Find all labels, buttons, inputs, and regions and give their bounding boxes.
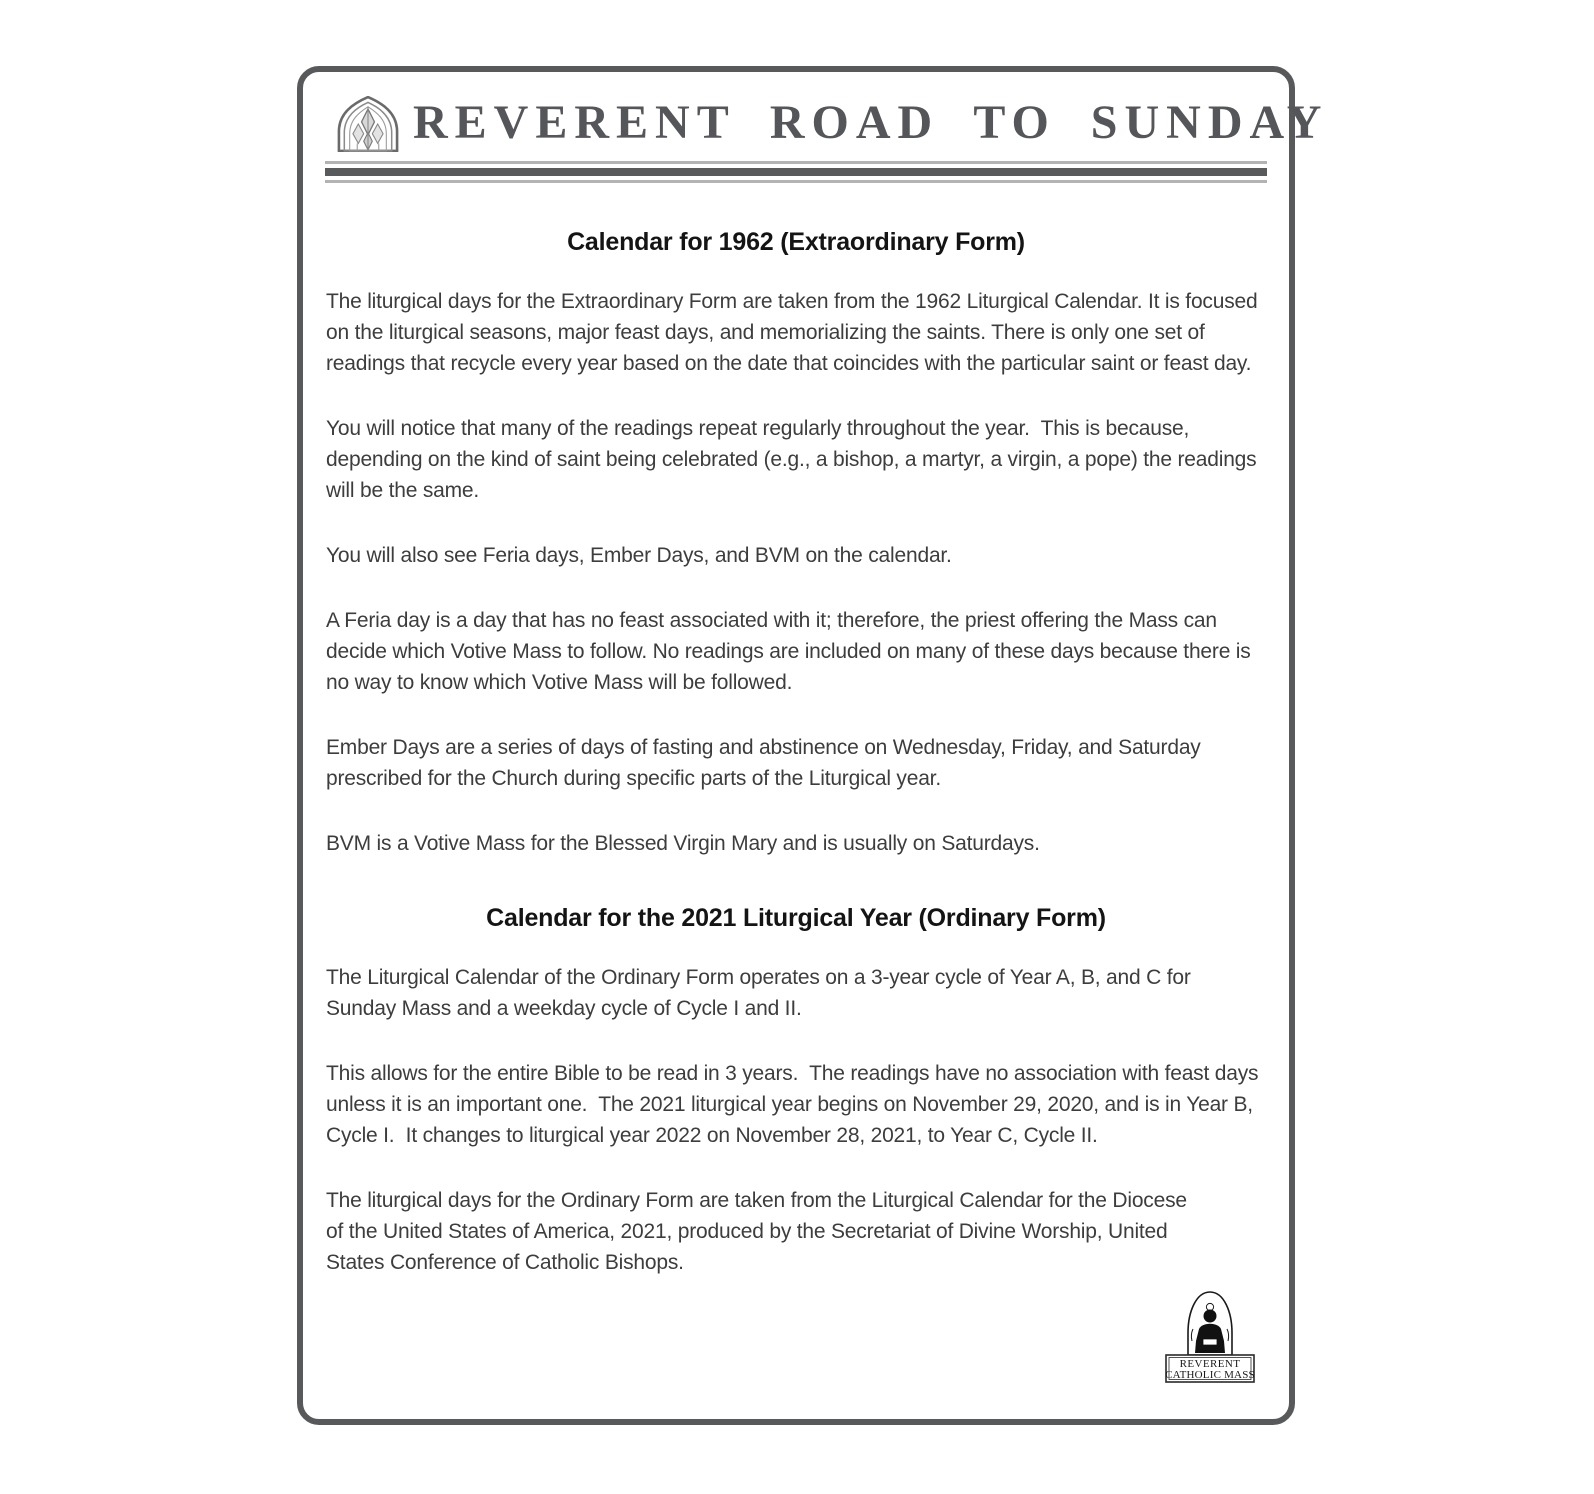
paragraph-feria-definition: A Feria day is a day that has no feast associated with it; therefore, the priest offering the Mass can decide which Votive Mass to follow. No readings are included on many of these days because there is no way to know which Votive Mass will be followed. [326,609,1257,694]
paragraph-of-cycles: The Liturgical Calendar of the Ordinary Form operates on a 3-year cycle of Year A, B, and C for Sunday Mass and a weekday cycle of Cycle I and II. [326,966,1197,1020]
paragraph-ef-intro: The liturgical days for the Extraordinary Form are taken from the 1962 Liturgical Calendar. It is focused on the liturgical seasons, major feast days, and memorializing the saints. There is only one set of readings that recycle every year based on the date that coincides with the particular saint or feast day. [326,290,1264,375]
paragraph-bvm-definition: BVM is a Votive Mass for the Blessed Virgin Mary and is usually on Saturdays. [326,832,1040,855]
brand-title: REVERENT ROAD TO SUNDAY [413,96,1329,149]
document-body [326,227,1266,1278]
paragraph-readings-repeat: You will notice that many of the readings repeat regularly throughout the year. This is because, depending on the kind of saint being celebrated (e.g., a bishop, a martyr, a virgin, a pope) the readings will be the same. [326,417,1263,502]
document-card [297,66,1329,1425]
divider-line-thin-bottom [325,180,1267,183]
header-divider [325,161,1267,183]
paragraph-of-bible-3-years: This allows for the entire Bible to be read in 3 years. The readings have no association with feast days unless it is an important one. The 2021 liturgical year begins on November 29, 2020, and is in Year B, Cycle I. It changes to liturgical year 2022 on November 28, 2021, to Year C, Cycle II. [326,1062,1264,1147]
priest-at-altar-icon [1188,1292,1232,1355]
section-heading-2021: Calendar for the 2021 Liturgical Year (Ordinary Form) [486,904,1106,932]
logo-text-line2: CATHOLIC MASS [1165,1369,1255,1381]
header [325,94,1329,183]
paragraph-of-source: The liturgical days for the Ordinary Form are taken from the Liturgical Calendar for the Diocese of the United States of America, 2021, produced by the Secretariat of Divine Worship, United States Conference of Catholic Bishops. [326,1189,1193,1274]
paragraph-ember-days-definition: Ember Days are a series of days of fasting and abstinence on Wednesday, Friday, and Saturday prescribed for the Church during specific parts of the Liturgical year. [326,736,1207,790]
brand-row [325,94,1329,152]
logo-banner [1165,1355,1255,1382]
logo-text-line1: REVERENT [1179,1358,1241,1370]
paragraph-feria-ember-bvm: You will also see Feria days, Ember Days, and BVM on the calendar. [326,544,952,567]
divider-line-thin-top [325,161,1267,164]
gothic-window-icon [325,94,411,152]
reverent-catholic-mass-logo [1163,1289,1257,1385]
section-heading-1962: Calendar for 1962 (Extraordinary Form) [567,228,1025,256]
divider-line-thick [325,168,1267,176]
